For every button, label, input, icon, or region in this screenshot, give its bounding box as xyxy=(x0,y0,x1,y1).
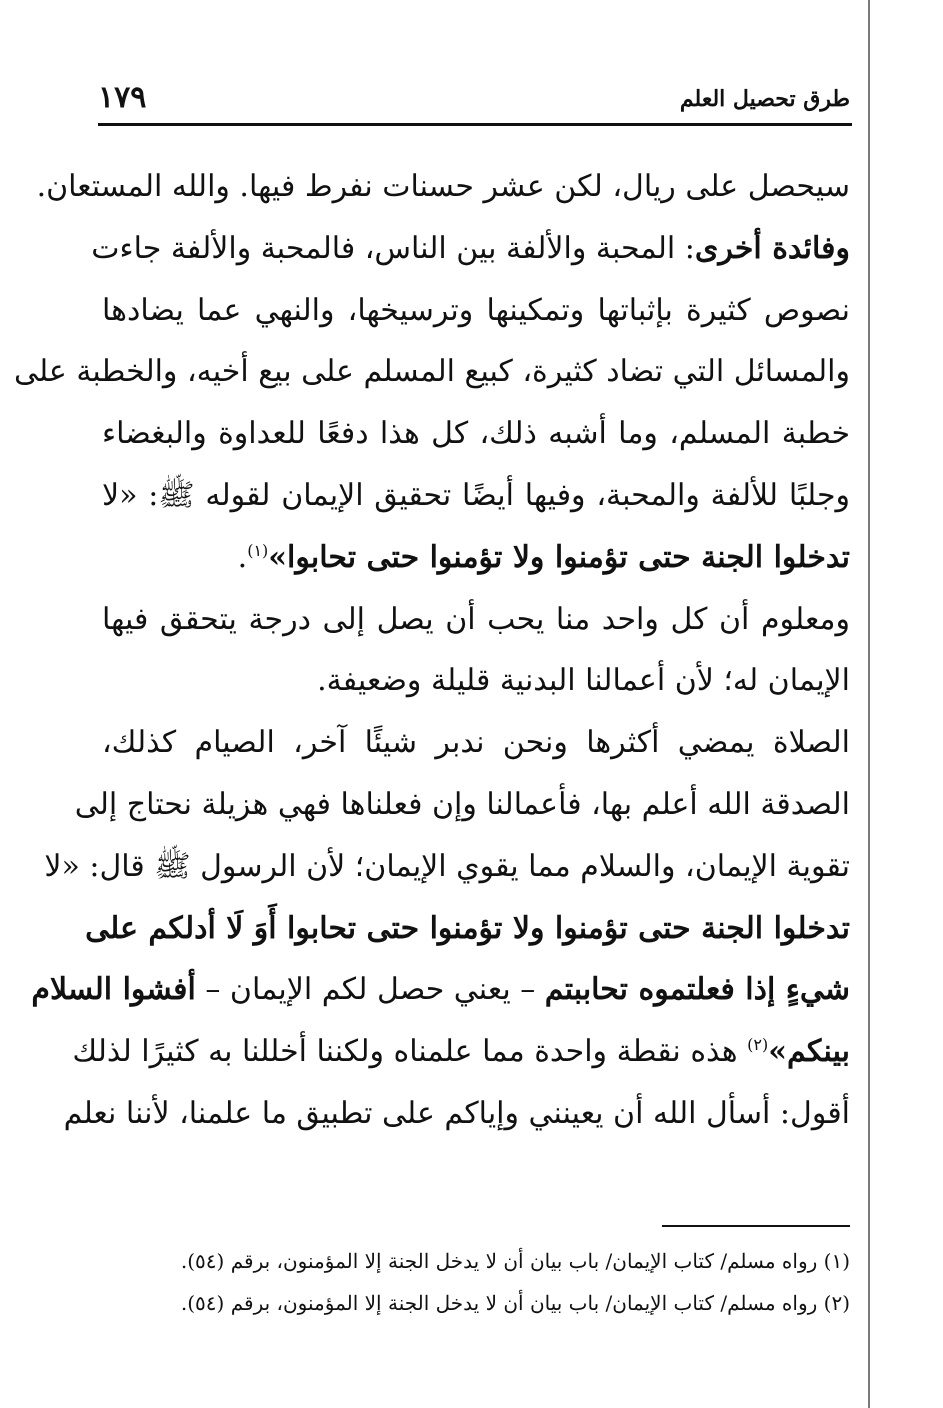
text-line: شيءٍ إذا فعلتموه تحاببتم – يعني حصل لكم الإيمان – أفشوا السلام xyxy=(31,972,850,1008)
body-text xyxy=(13,156,850,1145)
text-line: الإيمان له؛ لأن أعمالنا البدنية قليلة وضعيفة. xyxy=(317,663,850,699)
running-header-title: طرق تحصيل العلم xyxy=(679,86,850,112)
footnote-marker: (١) xyxy=(247,540,269,560)
text-line: الصلاة يمضي أكثرها ونحن ندبر شيئًا آخر، الصيام كذلك، xyxy=(102,725,850,761)
footnotes xyxy=(102,1240,850,1324)
running-header xyxy=(98,78,850,124)
text-line: خطبة المسلم، وما أشبه ذلك، كل هذا دفعًا للعداوة والبغضاء xyxy=(102,416,850,452)
footnote-separator xyxy=(662,1225,850,1227)
header-rule xyxy=(98,123,852,126)
text-line: سيحصل على ريال، لكن عشر حسنات نفرط فيها. والله المستعان. xyxy=(36,169,850,204)
page-edge-rule xyxy=(868,0,870,1408)
page-number: ١٧٩ xyxy=(98,80,147,115)
text-line: وفائدة أخرى: المحبة والألفة بين الناس، فالمحبة والألفة جاءت xyxy=(91,230,850,266)
footnote-marker: (٢) xyxy=(747,1035,769,1055)
text-line: أقول: أسأل الله أن يعينني وإياكم على تطبيق ما علمنا، لأننا نعلم xyxy=(63,1095,850,1131)
text-line: وجلبًا للألفة والمحبة، وفيها أيضًا تحقيق الإيمان لقوله ﷺ: «لا xyxy=(102,477,850,513)
text-line: نصوص كثيرة بإثباتها وتمكينها وترسيخها، والنهي عما يضادها xyxy=(102,292,850,328)
footnote-1: (١) رواه مسلم/ كتاب الإيمان/ باب بيان أن لا يدخل الجنة إلا المؤمنون، برقم (٥٤). xyxy=(180,1249,850,1273)
text-line: بينكم»$^{(٢)}$ هذه نقطة واحدة مما علمناه ولكننا أخللنا به كثيرًا لذلك xyxy=(72,1034,850,1070)
text-line: ومعلوم أن كل واحد منا يحب أن يصل إلى درجة يتحقق فيها xyxy=(102,601,850,637)
text-line: الصدقة الله أعلم بها، فأعمالنا وإن فعلناها فهي هزيلة نحتاج إلى xyxy=(74,786,850,822)
text-line: والمسائل التي تضاد كثيرة، كبيع المسلم على بيع أخيه، والخطبة على xyxy=(13,354,850,390)
footnote-2: (٢) رواه مسلم/ كتاب الإيمان/ باب بيان أن لا يدخل الجنة إلا المؤمنون، برقم (٥٤). xyxy=(180,1291,850,1315)
text-line: تقوية الإيمان، والسلام مما يقوي الإيمان؛ لأن الرسول ﷺ قال: «لا xyxy=(44,848,850,884)
text-line: تدخلوا الجنة حتى تؤمنوا ولا تؤمنوا حتى تحابوا أَوَ لَا أدلكم على xyxy=(85,910,850,946)
text-line: تدخلوا الجنة حتى تؤمنوا ولا تؤمنوا حتى تحابوا»$^{(١)}$. xyxy=(237,539,850,575)
